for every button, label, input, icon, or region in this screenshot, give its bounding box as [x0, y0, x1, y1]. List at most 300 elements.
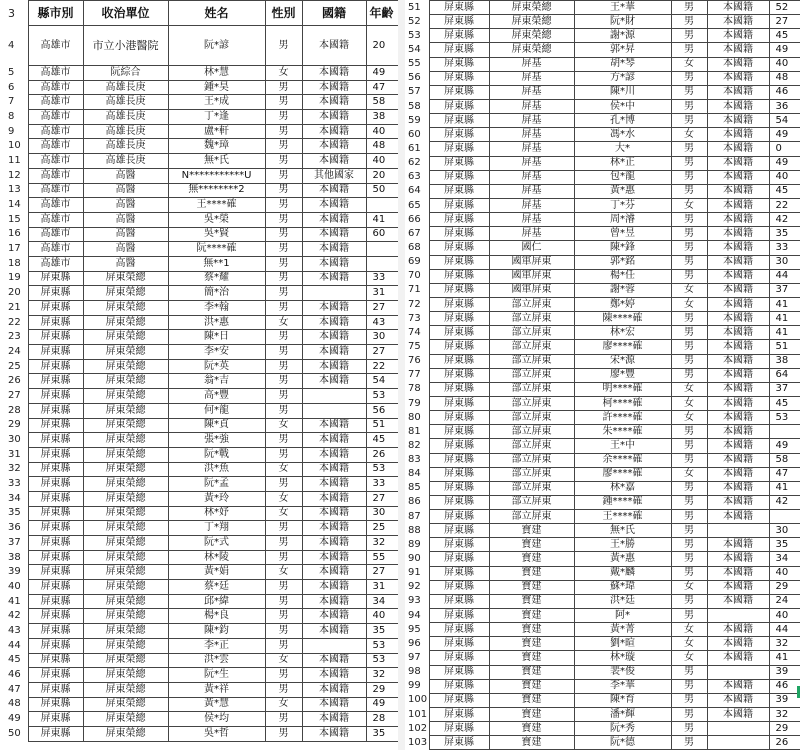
unit-cell: 寶建 [489, 708, 574, 722]
row-number-cell: 77 [405, 368, 429, 382]
county-cell: 屏東縣 [429, 510, 489, 524]
unit-cell: 屏東榮總 [489, 29, 574, 43]
row-number-cell: 65 [405, 198, 429, 212]
unit-cell: 屏東榮總 [83, 712, 168, 727]
age-cell [366, 198, 398, 213]
nationality-cell: 本國籍 [302, 271, 366, 286]
age-cell: 35 [769, 227, 800, 241]
table-row [405, 43, 800, 57]
nationality-cell: 本國籍 [302, 521, 366, 536]
age-cell: 32 [366, 536, 398, 551]
unit-cell: 屏東榮總 [83, 477, 168, 492]
sex-cell: 男 [265, 403, 302, 418]
name-cell: 黃*菁 [574, 623, 671, 637]
table-row [0, 330, 398, 345]
unit-cell: 屏東榮總 [83, 315, 168, 330]
county-cell: 屏東縣 [28, 418, 83, 433]
nationality-cell: 本國籍 [707, 269, 769, 283]
nationality-cell: 本國籍 [302, 301, 366, 316]
unit-cell: 屏東榮總 [83, 726, 168, 741]
nationality-cell: 本國籍 [707, 481, 769, 495]
nationality-cell: 本國籍 [707, 679, 769, 693]
nationality-cell: 本國籍 [707, 538, 769, 552]
table-row [405, 312, 800, 326]
table-row [405, 566, 800, 580]
name-cell: 阮*財 [574, 15, 671, 29]
county-cell: 屏東縣 [429, 184, 489, 198]
name-cell: 李*正 [168, 638, 265, 653]
county-header: 縣市別 [28, 1, 83, 26]
name-cell: 魏*璋 [168, 139, 265, 154]
age-cell: 39 [769, 693, 800, 707]
unit-cell: 屏基 [489, 142, 574, 156]
table-row [405, 297, 800, 311]
sex-cell: 男 [265, 80, 302, 95]
age-cell: 35 [366, 624, 398, 639]
unit-cell: 高雄長庚 [83, 139, 168, 154]
sex-cell: 男 [265, 609, 302, 624]
sex-cell: 男 [671, 722, 707, 736]
nationality-cell: 本國籍 [707, 552, 769, 566]
name-header: 姓名 [168, 1, 265, 26]
unit-cell: 屏東榮總 [83, 418, 168, 433]
row-number-cell: 38 [0, 550, 28, 565]
age-cell: 26 [366, 447, 398, 462]
age-cell: 25 [366, 521, 398, 536]
row-number-cell: 24 [0, 345, 28, 360]
row-number-cell: 21 [0, 301, 28, 316]
row-number-cell: 22 [0, 315, 28, 330]
county-cell: 屏東縣 [429, 241, 489, 255]
county-cell: 屏東縣 [429, 57, 489, 71]
name-cell: 無********2 [168, 183, 265, 198]
unit-cell: 屏東榮總 [83, 697, 168, 712]
nationality-cell [302, 286, 366, 301]
age-cell: 60 [366, 227, 398, 242]
county-cell: 屏東縣 [28, 609, 83, 624]
row-number-cell: 46 [0, 668, 28, 683]
county-cell: 屏東縣 [429, 722, 489, 736]
county-cell: 屏東縣 [429, 29, 489, 43]
sex-cell: 男 [671, 85, 707, 99]
sex-cell: 男 [671, 609, 707, 623]
name-cell: 楊*任 [574, 269, 671, 283]
age-cell: 53 [769, 411, 800, 425]
table-row [405, 71, 800, 85]
county-cell: 屏東縣 [429, 156, 489, 170]
name-cell: 吳*賢 [168, 227, 265, 242]
table-row [0, 594, 398, 609]
unit-cell: 屏東榮總 [83, 301, 168, 316]
row-number-cell: 44 [0, 638, 28, 653]
age-cell: 20 [366, 26, 398, 66]
nationality-cell: 本國籍 [707, 566, 769, 580]
county-cell: 屏東縣 [429, 283, 489, 297]
sex-cell: 男 [671, 736, 707, 750]
row-number-cell: 36 [0, 521, 28, 536]
county-cell: 屏東縣 [28, 712, 83, 727]
name-cell: 王*成 [168, 95, 265, 110]
age-cell: 41 [769, 297, 800, 311]
age-cell: 49 [769, 439, 800, 453]
nationality-cell [302, 389, 366, 404]
table-row [405, 609, 800, 623]
name-cell: 丁*芬 [574, 198, 671, 212]
sex-cell: 女 [265, 653, 302, 668]
row-number-cell: 58 [405, 99, 429, 113]
age-cell: 48 [366, 139, 398, 154]
county-cell: 屏東縣 [28, 682, 83, 697]
county-cell: 屏東縣 [28, 653, 83, 668]
table-row [0, 139, 398, 154]
name-cell: 林*璇 [574, 651, 671, 665]
nationality-cell: 本國籍 [707, 637, 769, 651]
row-number-cell: 79 [405, 396, 429, 410]
name-cell: 林*妤 [168, 506, 265, 521]
table-row [405, 679, 800, 693]
unit-cell: 高醫 [83, 256, 168, 271]
county-cell: 屏東縣 [28, 491, 83, 506]
county-cell: 屏東縣 [28, 345, 83, 360]
name-cell: 盧*軒 [168, 124, 265, 139]
table-row [0, 124, 398, 139]
row-number-cell: 9 [0, 124, 28, 139]
row-number-cell: 12 [0, 168, 28, 183]
row-number-cell: 89 [405, 538, 429, 552]
unit-cell: 寶建 [489, 722, 574, 736]
unit-cell: 屏基 [489, 85, 574, 99]
age-cell: 46 [769, 679, 800, 693]
nationality-cell: 本國籍 [302, 26, 366, 66]
row-number-cell: 48 [0, 697, 28, 712]
name-cell: 林*慧 [168, 66, 265, 81]
table-row [0, 315, 398, 330]
nationality-cell: 本國籍 [707, 425, 769, 439]
name-cell: 邱*緯 [168, 594, 265, 609]
age-cell: 0 [769, 142, 800, 156]
age-cell: 22 [769, 198, 800, 212]
name-cell: 潘*輝 [574, 708, 671, 722]
unit-cell: 屏東榮總 [83, 506, 168, 521]
county-cell: 屏東縣 [429, 439, 489, 453]
county-cell: 屏東縣 [28, 271, 83, 286]
row-number-cell: 50 [0, 726, 28, 741]
nationality-cell: 本國籍 [707, 453, 769, 467]
county-cell: 屏東縣 [28, 668, 83, 683]
row-number-cell: 26 [0, 374, 28, 389]
age-cell: 54 [366, 374, 398, 389]
table-row [0, 66, 398, 81]
row-number-cell: 101 [405, 708, 429, 722]
patient-table-right [405, 0, 800, 750]
row-number-cell: 60 [405, 128, 429, 142]
table-row [0, 359, 398, 374]
sex-cell: 男 [671, 665, 707, 679]
unit-cell: 高醫 [83, 168, 168, 183]
table-row [405, 637, 800, 651]
sex-cell: 女 [265, 66, 302, 81]
name-cell: 朱****確 [574, 425, 671, 439]
county-cell: 屏東縣 [429, 481, 489, 495]
age-cell [769, 425, 800, 439]
nationality-cell: 本國籍 [302, 110, 366, 125]
name-cell: 洪*魚 [168, 462, 265, 477]
table-row [0, 447, 398, 462]
unit-cell: 部立屏東 [489, 481, 574, 495]
row-number-cell: 27 [0, 389, 28, 404]
county-cell: 高雄市 [28, 183, 83, 198]
nationality-cell: 本國籍 [707, 283, 769, 297]
unit-cell: 高雄長庚 [83, 154, 168, 169]
row-number-cell: 72 [405, 297, 429, 311]
row-number-cell: 4 [0, 26, 28, 66]
row-number-cell: 102 [405, 722, 429, 736]
name-cell: 黃*慧 [168, 697, 265, 712]
name-cell: 廖****確 [574, 340, 671, 354]
sex-cell: 男 [671, 312, 707, 326]
age-cell: 53 [366, 389, 398, 404]
sex-cell: 男 [265, 580, 302, 595]
unit-cell: 屏東榮總 [83, 433, 168, 448]
age-cell: 42 [769, 213, 800, 227]
table-row [405, 156, 800, 170]
nationality-cell: 本國籍 [302, 212, 366, 227]
row-number-cell: 10 [0, 139, 28, 154]
county-cell: 屏東縣 [429, 170, 489, 184]
county-cell: 屏東縣 [28, 462, 83, 477]
name-cell: 曾*昱 [574, 227, 671, 241]
nationality-cell: 本國籍 [302, 668, 366, 683]
name-cell: 林*嘉 [574, 481, 671, 495]
table-row [0, 80, 398, 95]
age-cell: 27 [366, 345, 398, 360]
nationality-cell: 本國籍 [707, 297, 769, 311]
county-cell: 屏東縣 [28, 697, 83, 712]
county-cell: 屏東縣 [429, 396, 489, 410]
table-row [0, 433, 398, 448]
sex-cell: 女 [671, 580, 707, 594]
sex-cell: 男 [671, 241, 707, 255]
county-cell: 屏東縣 [28, 477, 83, 492]
row-number-cell: 74 [405, 326, 429, 340]
name-cell: 簡*治 [168, 286, 265, 301]
nationality-cell: 本國籍 [707, 114, 769, 128]
unit-cell: 寶建 [489, 524, 574, 538]
name-cell: 阮*式 [168, 536, 265, 551]
row-number-cell: 25 [0, 359, 28, 374]
age-cell: 50 [366, 183, 398, 198]
table-row [405, 552, 800, 566]
nationality-cell: 本國籍 [707, 594, 769, 608]
county-cell: 屏東縣 [429, 85, 489, 99]
table-row [405, 227, 800, 241]
unit-cell: 屏東榮總 [489, 43, 574, 57]
row-number-cell: 15 [0, 212, 28, 227]
row-number-cell: 52 [405, 15, 429, 29]
age-cell: 40 [366, 609, 398, 624]
table-row [0, 550, 398, 565]
name-cell: 阮*諺 [168, 26, 265, 66]
table-row [405, 722, 800, 736]
county-cell: 高雄市 [28, 26, 83, 66]
county-cell: 屏東縣 [429, 609, 489, 623]
sex-cell: 男 [265, 256, 302, 271]
unit-cell: 屏東榮總 [83, 447, 168, 462]
unit-cell: 寶建 [489, 538, 574, 552]
row-number-cell: 37 [0, 536, 28, 551]
age-cell: 32 [769, 708, 800, 722]
unit-cell: 屏東榮總 [83, 638, 168, 653]
nationality-cell: 本國籍 [302, 536, 366, 551]
county-cell: 屏東縣 [429, 425, 489, 439]
county-cell: 屏東縣 [429, 708, 489, 722]
county-cell: 屏東縣 [28, 565, 83, 580]
row-number-cell: 28 [0, 403, 28, 418]
table-row [405, 708, 800, 722]
row-number-cell: 33 [0, 477, 28, 492]
unit-cell: 寶建 [489, 693, 574, 707]
nationality-cell: 本國籍 [302, 462, 366, 477]
sex-cell: 男 [671, 538, 707, 552]
nationality-cell: 本國籍 [707, 71, 769, 85]
row-number-cell: 55 [405, 57, 429, 71]
unit-cell: 高雄長庚 [83, 80, 168, 95]
name-cell: 陳*日 [168, 330, 265, 345]
county-cell: 高雄市 [28, 80, 83, 95]
sex-cell: 女 [265, 491, 302, 506]
name-cell: 李*華 [574, 679, 671, 693]
name-cell: 洪*雲 [168, 653, 265, 668]
name-cell: 周*濬 [574, 213, 671, 227]
nationality-cell: 本國籍 [302, 256, 366, 271]
nationality-cell: 本國籍 [302, 154, 366, 169]
age-cell: 55 [366, 550, 398, 565]
unit-cell: 國軍屏東 [489, 283, 574, 297]
table-row [0, 110, 398, 125]
table-row [405, 439, 800, 453]
name-cell: 黃*娟 [168, 565, 265, 580]
unit-cell: 屏東榮總 [83, 550, 168, 565]
name-cell: 黃*惠 [574, 552, 671, 566]
sex-cell: 男 [671, 594, 707, 608]
name-cell: 阮*德 [574, 736, 671, 750]
age-cell: 27 [366, 301, 398, 316]
name-cell: 明****確 [574, 382, 671, 396]
nationality-cell: 本國籍 [302, 580, 366, 595]
table-row [405, 623, 800, 637]
nationality-cell: 本國籍 [302, 95, 366, 110]
unit-cell: 部立屏東 [489, 495, 574, 509]
unit-cell: 屏東榮總 [83, 491, 168, 506]
name-cell: 丁*逢 [168, 110, 265, 125]
age-cell: 27 [366, 565, 398, 580]
age-cell: 53 [366, 462, 398, 477]
sex-cell: 男 [671, 213, 707, 227]
age-cell [769, 510, 800, 524]
sex-cell: 女 [671, 651, 707, 665]
name-cell: 柯****確 [574, 396, 671, 410]
name-cell: 高*豐 [168, 389, 265, 404]
row-number-cell: 99 [405, 679, 429, 693]
unit-cell: 寶建 [489, 609, 574, 623]
table-row [0, 345, 398, 360]
age-cell: 40 [366, 124, 398, 139]
name-cell: 陳*貞 [168, 418, 265, 433]
county-cell: 屏東縣 [28, 536, 83, 551]
name-cell: 丁*翔 [168, 521, 265, 536]
sex-cell: 女 [265, 418, 302, 433]
nationality-cell: 本國籍 [302, 80, 366, 95]
nationality-cell: 本國籍 [302, 594, 366, 609]
name-cell: 孔*博 [574, 114, 671, 128]
nationality-cell: 本國籍 [707, 580, 769, 594]
table-row [0, 227, 398, 242]
name-cell: 方*諺 [574, 71, 671, 85]
age-cell: 33 [366, 477, 398, 492]
table-row [405, 85, 800, 99]
nationality-cell: 本國籍 [707, 708, 769, 722]
age-cell: 40 [769, 566, 800, 580]
age-cell: 30 [769, 255, 800, 269]
patient-table-left [0, 0, 399, 742]
county-cell: 屏東縣 [429, 142, 489, 156]
county-cell: 屏東縣 [429, 99, 489, 113]
left-table-panel [0, 0, 398, 742]
row-number-cell: 84 [405, 467, 429, 481]
nationality-cell [707, 524, 769, 538]
sex-cell: 男 [265, 712, 302, 727]
age-cell: 44 [769, 623, 800, 637]
unit-cell: 屏東榮總 [83, 345, 168, 360]
age-cell: 34 [366, 594, 398, 609]
nationality-cell: 本國籍 [707, 255, 769, 269]
age-cell: 33 [366, 271, 398, 286]
sex-cell: 男 [265, 124, 302, 139]
row-number-cell: 93 [405, 594, 429, 608]
row-number-cell: 100 [405, 693, 429, 707]
age-cell: 41 [366, 212, 398, 227]
age-cell: 20 [366, 168, 398, 183]
unit-cell: 屏東榮總 [83, 271, 168, 286]
name-cell: 鄭*婷 [574, 297, 671, 311]
county-cell: 屏東縣 [28, 506, 83, 521]
nationality-cell: 本國籍 [707, 29, 769, 43]
row-number-cell: 67 [405, 227, 429, 241]
unit-cell: 屏基 [489, 99, 574, 113]
sex-cell: 男 [671, 326, 707, 340]
table-row [0, 477, 398, 492]
unit-cell: 高雄長庚 [83, 110, 168, 125]
name-cell: 謝*源 [574, 29, 671, 43]
row-number-cell: 64 [405, 184, 429, 198]
unit-cell: 屏東榮總 [83, 609, 168, 624]
table-row [0, 624, 398, 639]
county-cell: 屏東縣 [429, 552, 489, 566]
nationality-cell: 本國籍 [302, 66, 366, 81]
row-number-cell: 16 [0, 227, 28, 242]
table-row [0, 403, 398, 418]
nationality-cell: 本國籍 [707, 142, 769, 156]
sex-cell: 女 [265, 315, 302, 330]
table-row [405, 326, 800, 340]
age-cell: 38 [366, 110, 398, 125]
row-number-cell: 98 [405, 665, 429, 679]
county-cell: 屏東縣 [28, 580, 83, 595]
unit-cell: 屏基 [489, 184, 574, 198]
name-cell: 陳*育 [574, 693, 671, 707]
nationality-cell: 本國籍 [707, 198, 769, 212]
age-cell: 47 [769, 467, 800, 481]
